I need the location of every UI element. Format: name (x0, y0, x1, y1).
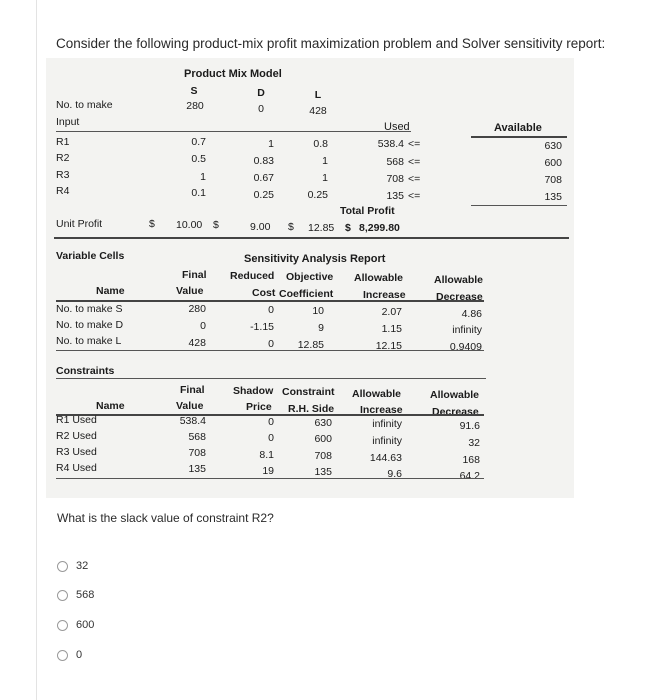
constraints-label: Constraints (56, 365, 115, 377)
vc-objective-s: 10 (312, 305, 324, 317)
available-r2: 600 (544, 157, 562, 169)
vc-row-name-d: No. to make D (56, 319, 124, 331)
answer-label: 568 (76, 589, 95, 601)
c-header-name: Name (96, 400, 125, 412)
vc-header-reduced-2: Cost (252, 287, 276, 299)
answer-option-600[interactable] (57, 619, 94, 631)
model-title: Product Mix Model (184, 68, 282, 80)
coef-r4-d: 0.25 (253, 189, 274, 201)
vc-reduced-d: -1.15 (250, 321, 274, 333)
c-shadow-r1: 0 (268, 416, 274, 428)
available-underline (471, 136, 567, 138)
c-row-name-r4: R4 Used (56, 462, 97, 474)
c-header-shadow-2: Price (246, 401, 272, 413)
available-r3: 708 (544, 174, 562, 186)
radio-button[interactable] (57, 620, 68, 631)
vc-decrease-d: infinity (452, 324, 482, 336)
product-header-d: D (257, 87, 265, 99)
c-header-shadow-1: Shadow (233, 385, 274, 397)
c-final-r2: 568 (188, 431, 206, 443)
unit-profit-s: 10.00 (176, 219, 203, 231)
op-r2: <= (408, 156, 421, 168)
currency-total: $ (345, 222, 351, 234)
divider (471, 205, 567, 206)
make-value-s: 280 (186, 100, 204, 112)
currency-d: $ (213, 219, 219, 231)
divider (56, 300, 484, 302)
c-row-name-r2: R2 Used (56, 430, 97, 442)
product-header-l: L (314, 89, 322, 101)
op-r4: <= (408, 190, 421, 202)
coef-r3-s: 1 (200, 171, 206, 183)
input-label: Input (56, 116, 80, 128)
c-decrease-r2: 32 (468, 437, 480, 449)
vc-header-objective-1: Objective (286, 271, 334, 283)
coef-r4-s: 0.1 (191, 187, 206, 199)
vc-header-name: Name (96, 285, 125, 297)
coef-r1-d: 1 (268, 138, 274, 150)
used-r3: 708 (386, 173, 404, 185)
vc-row-name-l: No. to make L (56, 335, 122, 347)
divider (56, 478, 484, 479)
c-shadow-r2: 0 (268, 432, 274, 444)
c-row-name-r1: R1 Used (56, 414, 97, 426)
coef-r1-l: 0.8 (313, 138, 328, 150)
vc-decrease-l: 0.9409 (449, 341, 482, 353)
row-name-r4: R4 (56, 185, 70, 197)
vc-header-final-2: Value (176, 285, 204, 297)
coef-r2-l: 1 (322, 155, 328, 167)
c-header-rhs-2: R.H. Side (288, 403, 335, 415)
c-final-r1: 538.4 (179, 415, 206, 427)
used-header: Used (384, 121, 410, 133)
c-rhs-r4: 135 (314, 466, 332, 478)
vc-increase-s: 2.07 (381, 306, 402, 318)
total-profit-label: Total Profit (340, 205, 395, 217)
c-header-rhs-1: Constraint (282, 386, 335, 398)
vc-header-decrease-2: Decrease (436, 291, 483, 303)
c-header-decrease-2: Decrease (432, 406, 479, 418)
answer-option-32[interactable] (57, 560, 88, 572)
vc-objective-d: 9 (318, 322, 324, 334)
coef-r3-l: 1 (322, 172, 328, 184)
answer-label: 0 (76, 649, 83, 661)
op-r1: <= (408, 138, 421, 150)
vc-header-increase-2: Increase (363, 289, 406, 301)
c-decrease-r3: 168 (462, 454, 480, 466)
c-header-increase-1: Allowable (352, 388, 402, 400)
c-increase-r1: infinity (372, 418, 402, 430)
vc-row-name-s: No. to make S (56, 303, 123, 315)
answer-option-0[interactable] (57, 649, 82, 661)
coef-r2-d: 0.83 (253, 155, 274, 167)
c-final-r4: 135 (188, 463, 206, 475)
c-row-name-r3: R3 Used (56, 446, 97, 458)
vc-final-s: 280 (188, 303, 206, 315)
row-name-r3: R3 (56, 169, 70, 181)
question-title: Consider the following product-mix profit maximization problem and Solver sensitivity report: (56, 36, 606, 51)
c-shadow-r4: 19 (262, 465, 274, 477)
available-header: Available (494, 122, 542, 134)
vc-increase-l: 12.15 (375, 340, 402, 352)
make-label: No. to make (56, 99, 113, 111)
used-r1: 538.4 (377, 138, 404, 150)
c-increase-r2: infinity (372, 435, 402, 447)
vc-final-d: 0 (200, 320, 206, 332)
unit-profit-d: 9.00 (250, 221, 271, 233)
c-rhs-r2: 600 (314, 433, 332, 445)
divider (56, 350, 484, 351)
report-title: Sensitivity Analysis Report (244, 253, 386, 265)
c-decrease-r1: 91.6 (459, 420, 480, 432)
vc-increase-d: 1.15 (381, 323, 402, 335)
divider (56, 131, 411, 132)
vc-reduced-l: 0 (268, 338, 274, 350)
make-value-d: 0 (258, 103, 264, 115)
c-header-final-2: Value (176, 400, 204, 412)
used-r4: 135 (386, 190, 404, 202)
total-profit-value: 8,299.80 (359, 222, 400, 234)
op-r3: <= (408, 173, 421, 185)
currency-l: $ (288, 221, 294, 233)
answer-label: 600 (76, 619, 95, 631)
c-header-final-1: Final (180, 384, 205, 396)
unit-profit-label: Unit Profit (56, 218, 103, 230)
c-increase-r3: 144.63 (369, 452, 402, 464)
currency-s: $ (149, 218, 155, 230)
coef-r2-s: 0.5 (191, 153, 206, 165)
question-prompt: What is the slack value of constraint R2? (57, 511, 274, 525)
radio-button[interactable] (57, 590, 68, 601)
make-value-l: 428 (309, 105, 327, 117)
coef-r3-d: 0.67 (253, 172, 274, 184)
unit-profit-l: 12.85 (308, 222, 335, 234)
product-header-s: S (190, 85, 198, 97)
row-name-r2: R2 (56, 152, 70, 164)
vc-decrease-s: 4.86 (461, 308, 482, 320)
spreadsheet-photo (46, 58, 574, 498)
vc-reduced-s: 0 (268, 304, 274, 316)
c-final-r3: 708 (188, 447, 206, 459)
c-header-decrease-1: Allowable (430, 389, 480, 401)
c-rhs-r1: 630 (314, 417, 332, 429)
c-increase-r4: 9.6 (387, 468, 402, 480)
answer-option-568[interactable] (57, 589, 94, 601)
vc-final-l: 428 (188, 337, 206, 349)
divider (56, 378, 486, 379)
row-name-r1: R1 (56, 136, 70, 148)
coef-r4-l: 0.25 (307, 189, 328, 201)
vc-objective-l: 12.85 (297, 339, 324, 351)
c-rhs-r3: 708 (314, 450, 332, 462)
vc-header-final-1: Final (182, 269, 207, 281)
answer-label: 32 (76, 560, 89, 572)
available-r4: 135 (544, 191, 562, 203)
vc-header-objective-2: Coefficient (279, 288, 334, 300)
divider (54, 237, 569, 239)
vc-header-increase-1: Allowable (354, 272, 404, 284)
available-r1: 630 (544, 140, 562, 152)
c-decrease-r4: 64.2 (459, 470, 480, 482)
coef-r1-s: 0.7 (191, 136, 206, 148)
vc-header-reduced-1: Reduced (230, 270, 275, 282)
radio-button[interactable] (57, 561, 68, 572)
c-shadow-r3: 8.1 (259, 449, 274, 461)
vc-header-decrease-1: Allowable (434, 274, 484, 286)
c-header-increase-2: Increase (360, 404, 403, 416)
radio-button[interactable] (57, 650, 68, 661)
used-r2: 568 (386, 156, 404, 168)
variable-cells-label: Variable Cells (56, 250, 125, 262)
